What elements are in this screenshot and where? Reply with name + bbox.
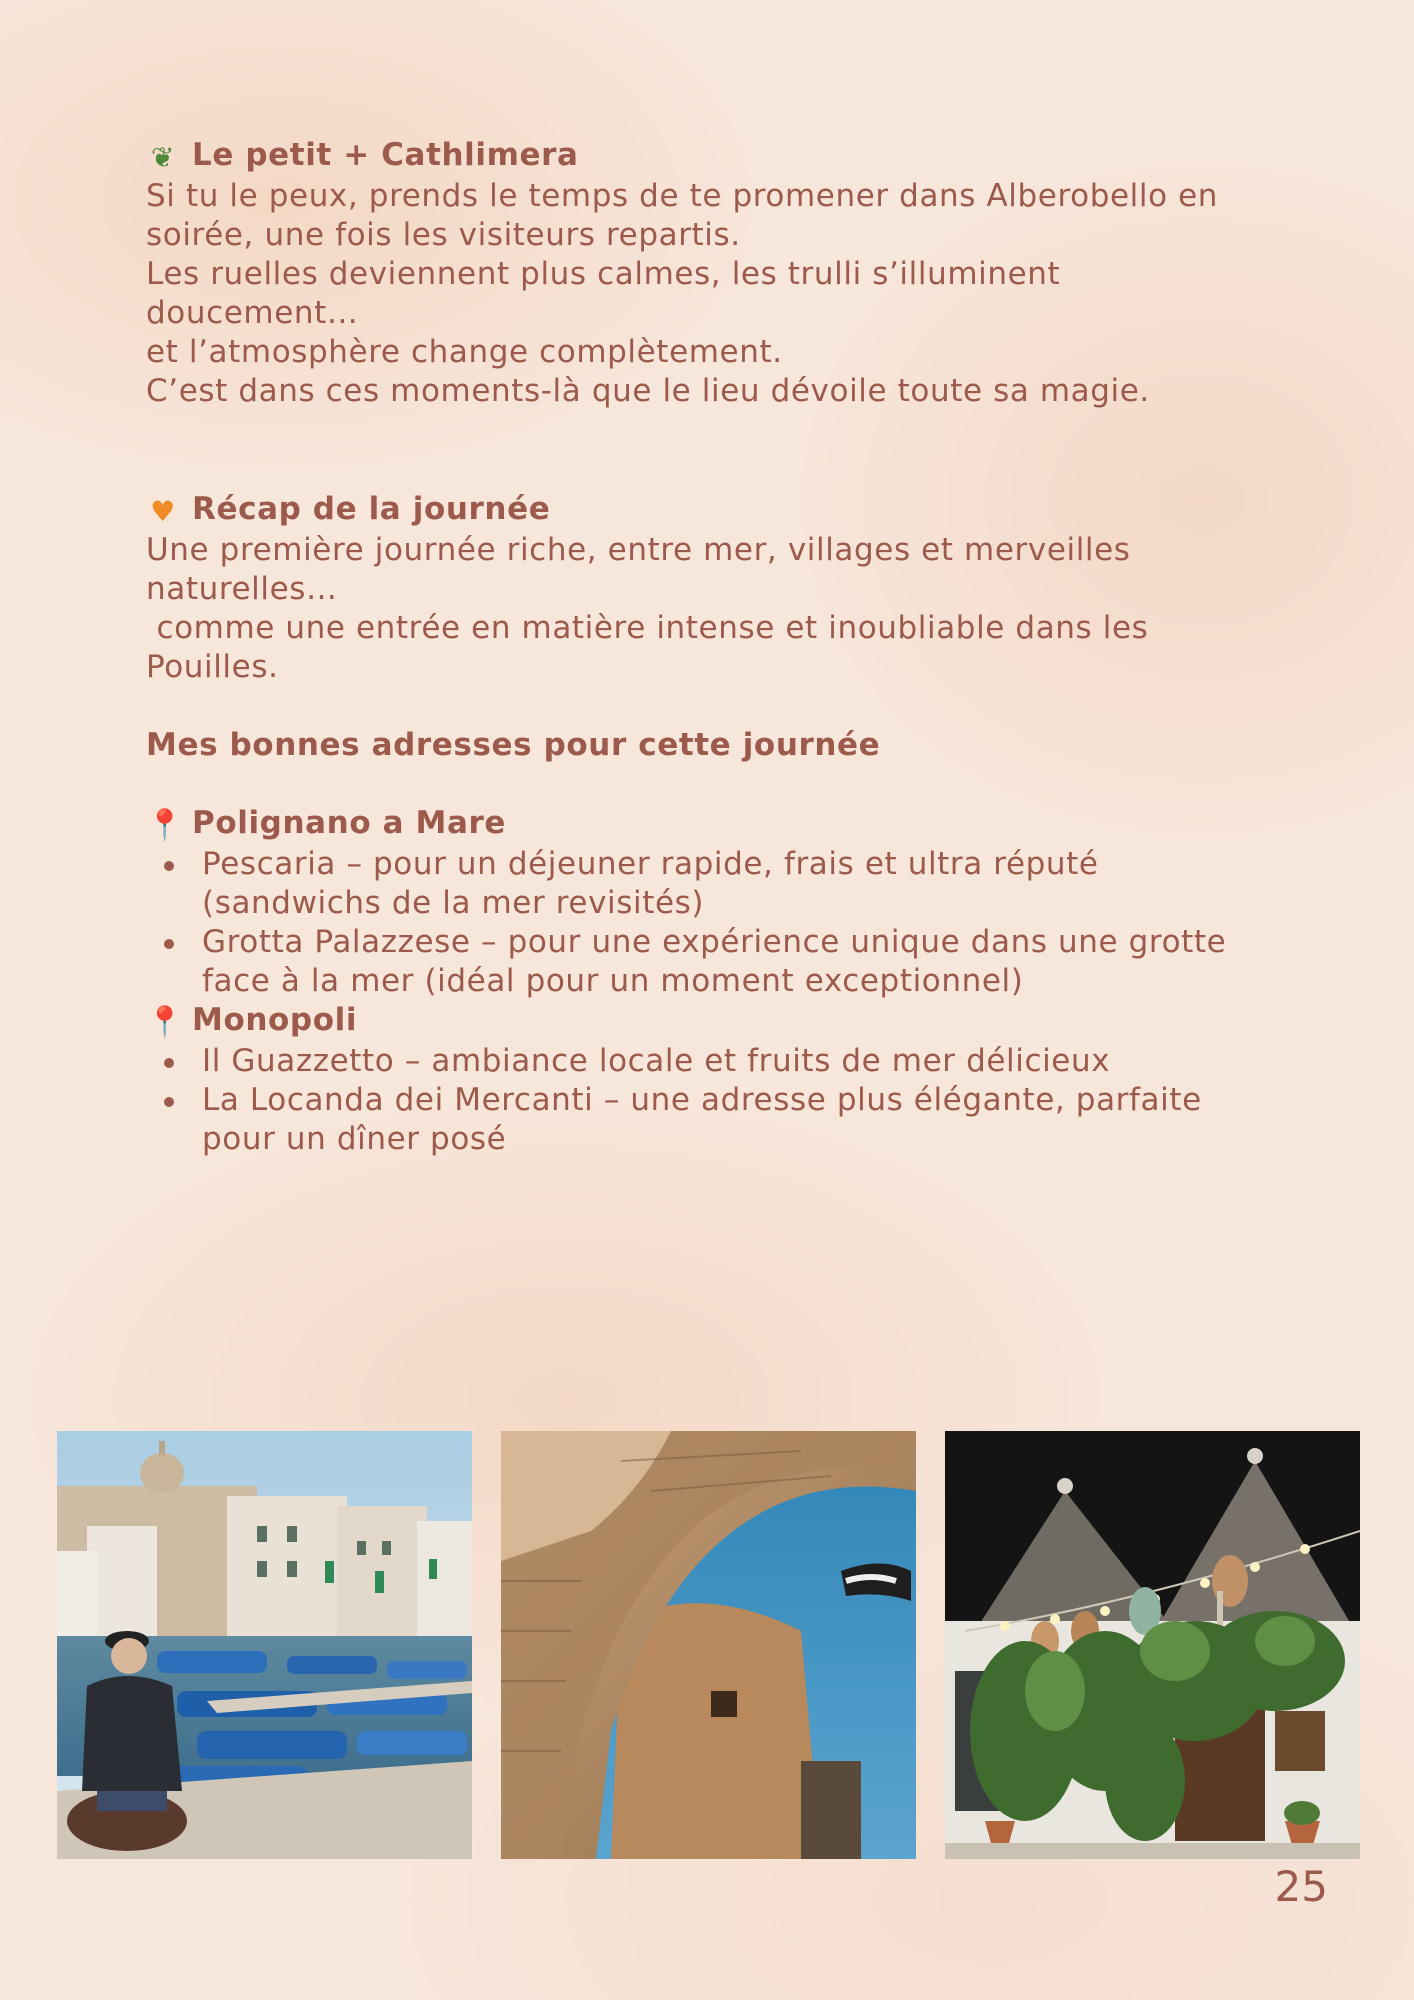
list-item (146, 1042, 1286, 1081)
list-item-line: (sandwichs de la mer revisités) (202, 885, 705, 921)
recap-line: Pouilles. (146, 649, 279, 685)
page-content (146, 136, 1286, 1159)
bullet-icon (164, 1097, 174, 1107)
bullet-icon (164, 939, 174, 949)
petit-heading (146, 136, 1286, 177)
petit-title: Le petit + Cathlimera (192, 137, 579, 173)
monopoli-list (146, 1042, 1286, 1159)
polignano-list (146, 845, 1286, 1001)
place-heading-polignano (146, 804, 1286, 845)
list-item-line: Pescaria – pour un déjeuner rapide, frais et ultra réputé (202, 846, 1099, 882)
recap-heading (146, 490, 1286, 531)
list-item-line: Grotta Palazzese – pour une expérience unique dans une grotte (202, 924, 1227, 960)
list-item-line: Il Guazzetto – ambiance locale et fruits de mer délicieux (202, 1043, 1111, 1079)
list-item (146, 923, 1286, 1001)
orange-heart-icon: ♥ (150, 495, 176, 528)
place-name: Polignano a Mare (192, 805, 506, 841)
petit-line: Les ruelles deviennent plus calmes, les trulli s’illuminent (146, 256, 1061, 292)
pin-icon: 📍 (146, 808, 184, 843)
bullet-icon (164, 1058, 174, 1068)
petit-line: doucement… (146, 295, 359, 331)
petit-line: et l’atmosphère change complètement. (146, 334, 783, 370)
recap-line: comme une entrée en matière intense et inoubliable dans les (146, 610, 1149, 646)
place-heading-monopoli (146, 1001, 1286, 1042)
bullet-icon (164, 861, 174, 871)
alberobello-trulli-night-photo (945, 1431, 1360, 1859)
place-name: Monopoli (192, 1002, 358, 1038)
photo-strip (57, 1431, 1360, 1859)
list-item-line: pour un dîner posé (202, 1121, 507, 1157)
pin-icon: 📍 (146, 1005, 184, 1040)
list-item-line: La Locanda dei Mercanti – une adresse plus élégante, parfaite (202, 1082, 1202, 1118)
list-item (146, 845, 1286, 923)
petit-line: Si tu le peux, prends le temps de te promener dans Alberobello en (146, 178, 1219, 214)
recap-line: Une première journée riche, entre mer, villages et merveilles (146, 532, 1131, 568)
page-number: 25 (1274, 1862, 1328, 1911)
castle-arch-photo (501, 1431, 916, 1859)
petit-line: C’est dans ces moments-là que le lieu dévoile toute sa magie. (146, 373, 1150, 409)
petit-line: soirée, une fois les visiteurs repartis. (146, 217, 741, 253)
leaf-icon: ❦ (150, 141, 176, 174)
recap-title: Récap de la journée (192, 491, 551, 527)
list-item-line: face à la mer (idéal pour un moment exceptionnel) (202, 963, 1024, 999)
recap-line: naturelles… (146, 571, 338, 607)
list-item (146, 1081, 1286, 1159)
monopoli-harbour-photo (57, 1431, 472, 1859)
adresses-title: Mes bonnes adresses pour cette journée (146, 727, 881, 763)
